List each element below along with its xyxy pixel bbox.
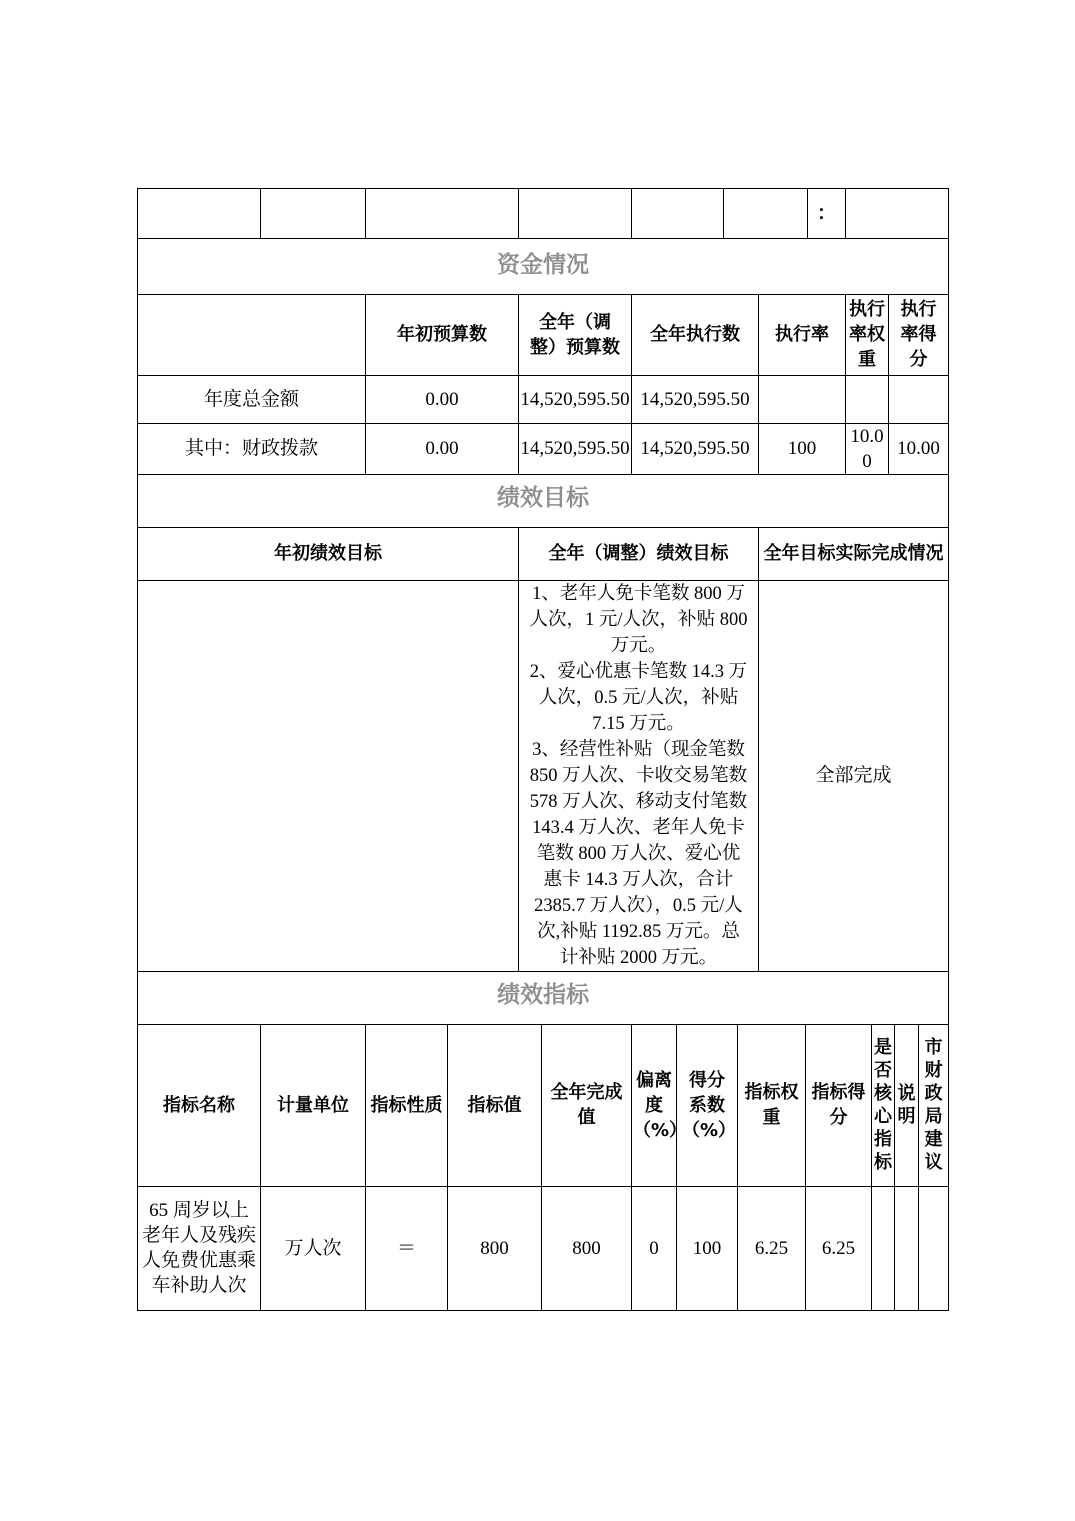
goal-line: 7.15 万元。 — [592, 713, 685, 734]
goal-line: 计补贴 2000 万元。 — [559, 947, 718, 968]
funding-table — [137, 237, 949, 475]
goal-line: 3、经营性补贴（现金笔数 — [532, 739, 745, 760]
funding-row-weight — [846, 375, 889, 423]
funding-row-label: 年度总金额 — [138, 375, 366, 423]
header-rate-score: 执行率得分 — [889, 294, 949, 375]
goals-table — [137, 470, 949, 972]
header-finance-suggestion: 市财政局建议 — [919, 1024, 949, 1186]
indicator-row-finance-suggestion — [919, 1186, 949, 1310]
header-note: 说明 — [895, 1024, 919, 1186]
indicator-row-name: 65 周岁以上老年人及残疾人免费优惠乘车补助人次 — [138, 1186, 261, 1310]
funding-block — [137, 237, 948, 475]
funding-row-rate: 100 — [759, 423, 846, 474]
indicator-row-deviation: 0 — [632, 1186, 677, 1310]
header-adjusted-budget: 全年（调整）预算数 — [519, 294, 632, 375]
indicator-row-value: 800 — [448, 1186, 542, 1310]
top-row-table — [137, 188, 949, 239]
header-indicator-value: 指标值 — [448, 1024, 542, 1186]
funding-section-title: 资金情况 — [138, 237, 949, 294]
goal-line: 1、老年人免卡笔数 800 万 — [532, 583, 745, 604]
funding-row-rate — [759, 375, 846, 423]
funding-row-score: 10.00 — [889, 423, 949, 474]
funding-row-initial: 0.00 — [366, 375, 519, 423]
funding-header-blank — [138, 294, 366, 375]
indicator-row-unit: 万人次 — [261, 1186, 366, 1310]
header-actual-completion: 全年目标实际完成情况 — [759, 527, 949, 580]
goal-line: 143.4 万人次、老年人免卡 — [532, 817, 745, 838]
funding-row-initial: 0.00 — [366, 423, 519, 474]
goals-section-title: 绩效目标 — [138, 470, 949, 527]
funding-row-weight: 10.00 — [846, 423, 889, 474]
funding-row-score — [889, 375, 949, 423]
header-execution-rate: 执行率 — [759, 294, 846, 375]
adjusted-goal-text — [519, 580, 759, 971]
indicator-row-nature: ＝ — [366, 1186, 448, 1310]
funding-row-adjusted: 14,520,595.50 — [519, 423, 632, 474]
initial-goal-text — [138, 580, 519, 971]
funding-row-adjusted: 14,520,595.50 — [519, 375, 632, 423]
actual-completion-text: 全部完成 — [759, 580, 949, 971]
top-cell-3 — [366, 189, 519, 239]
header-annual-value: 全年完成值 — [542, 1024, 632, 1186]
indicator-row-score: 6.25 — [806, 1186, 872, 1310]
header-indicator-weight: 指标权重 — [738, 1024, 806, 1186]
funding-row-executed: 14,520,595.50 — [632, 375, 759, 423]
goal-line: 万元。 — [610, 635, 667, 656]
top-cell-5 — [632, 189, 724, 239]
top-cell-2 — [261, 189, 366, 239]
goal-line: 惠卡 14.3 万人次，合计 — [543, 869, 734, 890]
header-deviation: 偏离度（%） — [632, 1024, 677, 1186]
top-cell-colon: ： — [808, 189, 846, 239]
header-indicator-score: 指标得分 — [806, 1024, 872, 1186]
indicator-row-weight: 6.25 — [738, 1186, 806, 1310]
goal-line: 2、爱心优惠卡笔数 14.3 万 — [529, 661, 748, 682]
header-is-core: 是否核心指标 — [872, 1024, 895, 1186]
indicators-table — [137, 967, 949, 1311]
header-initial-budget: 年初预算数 — [366, 294, 519, 375]
goal-line: 笔数 800 万人次、爱心优 — [536, 843, 741, 864]
goal-line: 人次，0.5 元/人次，补贴 — [538, 687, 739, 708]
indicators-section-title: 绩效指标 — [138, 967, 949, 1024]
header-unit: 计量单位 — [261, 1024, 366, 1186]
goal-line: 850 万人次、卡收交易笔数 — [529, 765, 748, 786]
header-adjusted-goal: 全年（调整）绩效目标 — [519, 527, 759, 580]
top-row-block — [137, 188, 948, 239]
header-nature: 指标性质 — [366, 1024, 448, 1186]
top-cell-8 — [846, 189, 949, 239]
top-cell-4 — [519, 189, 632, 239]
top-cell-1 — [138, 189, 261, 239]
funding-row-label: 其中：财政拨款 — [138, 423, 366, 474]
indicator-row-annual-value: 800 — [542, 1186, 632, 1310]
goal-line: 人次，1 元/人次，补贴 800 — [529, 609, 748, 630]
goal-line: 次,补贴 1192.85 万元。总 — [537, 921, 740, 942]
top-cell-6 — [724, 189, 808, 239]
funding-row-executed: 14,520,595.50 — [632, 423, 759, 474]
indicator-row-score-coef: 100 — [677, 1186, 738, 1310]
indicator-row-is-core — [872, 1186, 895, 1310]
goal-line: 2385.7 万人次），0.5 元/人 — [534, 895, 743, 916]
header-rate-weight: 执行率权重 — [846, 294, 889, 375]
goal-line: 578 万人次、移动支付笔数 — [529, 791, 748, 812]
indicators-block — [137, 967, 948, 1311]
indicator-row-note — [895, 1186, 919, 1310]
header-indicator-name: 指标名称 — [138, 1024, 261, 1186]
header-score-coef: 得分系数（%） — [677, 1024, 738, 1186]
header-initial-goal: 年初绩效目标 — [138, 527, 519, 580]
goals-block — [137, 470, 948, 972]
header-annual-execution: 全年执行数 — [632, 294, 759, 375]
